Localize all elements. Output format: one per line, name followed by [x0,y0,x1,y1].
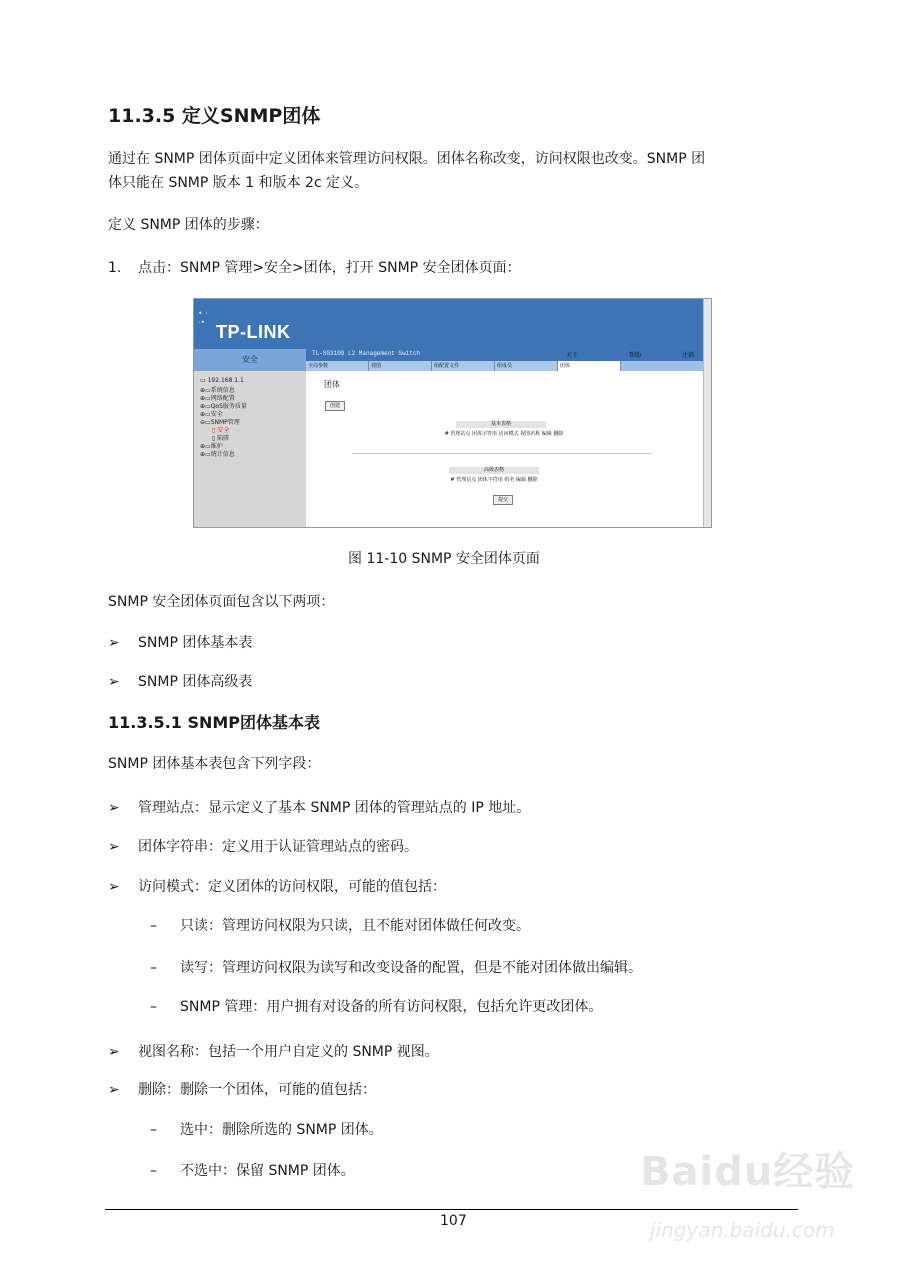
dash-mark: – [150,1122,157,1138]
dash-mark: – [150,999,157,1015]
watermark-url: jingyan.baidu.com [650,1218,835,1242]
figure-scrollbar[interactable] [703,299,712,527]
submit-button[interactable]: 提交 [493,495,513,505]
access-mode-snmp-admin [150,996,602,1016]
tree-label: 统计信息 [210,451,235,458]
step-1-text: 点击：SNMP 管理>安全>团体，打开 SNMP 安全团体页面： [138,260,521,276]
figure-screenshot [193,298,712,528]
tree-label: SNMP管理 [210,419,240,426]
intro-paragraph-line2: 体只能在 SNMP 版本 1 和版本 2c 定义。 [108,175,369,191]
tree-node-snmp-security[interactable]: ▯ 安全 [212,427,230,434]
field-delete [108,1079,376,1099]
tree-label: 陷阱 [217,435,230,442]
steps-title: 定义 SNMP 团体的步骤： [108,217,269,233]
bullet-text: 删除：删除一个团体，可能的值包括： [138,1082,376,1098]
footer-divider [105,1209,798,1210]
bullet-text: 管理站点：显示定义了基本 SNMP 团体的管理站点的 IP 地址。 [138,800,531,816]
bullet-basic-table [108,632,252,652]
help-link[interactable]: 帮助 [629,352,642,359]
delete-unchecked [150,1160,355,1180]
dash-mark: – [150,960,157,976]
subsection-heading: 11.3.5.1 SNMP团体基本表 [108,713,321,732]
step-1-number: 1. [108,260,122,276]
figure-sidebar [194,349,306,527]
tree-node-network[interactable]: ⊕▭网络配置 [200,395,235,402]
figure-window-title: TL-SG3109 L2 Management Switch [312,350,421,357]
access-mode-readwrite [150,957,642,977]
tree-label: 安全 [210,411,223,418]
step-1 [108,257,521,280]
bullet-text: 团体字符串：定义用于认证管理站点的密码。 [138,839,418,855]
tree-label: 系统信息 [210,387,235,394]
dash-mark: – [150,1163,157,1179]
field-view-name [108,1041,439,1061]
bullet-arrow-icon: ➢ [108,839,120,855]
tree-node-statistics[interactable]: ⊕▭统计信息 [200,451,235,458]
basic-table-title: 基本表格 [456,421,546,428]
figure-page-title: 团体 [324,380,340,389]
tree-label: QoS服务质量 [210,403,247,410]
advanced-table-title: 高级表格 [449,467,539,474]
logo-dots-icon: • · ·• [198,309,208,327]
advanced-table-header: # 管理站点 团体字符串 组名 编辑 删除 [450,477,538,483]
tree-label: 维护 [210,443,223,450]
tree-label: 192.168.1.1 [207,377,244,384]
bullet-advanced-table [108,671,252,691]
dash-text: 只读：管理访问权限为只读，且不能对团体做任何改变。 [180,918,530,934]
tab-group-members[interactable]: 组成员 [495,361,558,371]
bullet-arrow-icon: ➢ [108,1082,120,1098]
dash-mark: – [150,918,157,934]
tab-group-profile[interactable]: 组配置文件 [432,361,495,371]
delete-checked [150,1119,383,1139]
bullet-arrow-icon: ➢ [108,1044,120,1060]
bullet-text: 访问模式：定义团体的访问权限，可能的值包括： [138,879,446,895]
tree-node-qos[interactable]: ⊕▭QoS服务质量 [200,403,247,410]
dash-text: 读写：管理访问权限为读写和改变设备的配置，但是不能对团体做出编辑。 [180,960,642,976]
figure-divider [352,453,652,454]
tree-node-trap[interactable]: ▯ 陷阱 [212,435,230,442]
figure-caption: 图 11-10 SNMP 安全团体页面 [348,551,540,567]
bullet-arrow-icon: ➢ [108,674,120,690]
baidu-watermark: Baidu经验 [640,1149,856,1195]
dash-text: SNMP 管理：用户拥有对设备的所有访问权限，包括允许更改团体。 [180,999,603,1015]
section-heading: 11.3.5 定义SNMP团体 [108,105,321,127]
field-community-string [108,836,418,856]
bullet-text: SNMP 团体高级表 [138,674,253,690]
tree-node-system[interactable]: ⊕▭系统信息 [200,387,235,394]
tree-node-snmp[interactable]: ⊖▭SNMP管理 [200,419,240,426]
access-mode-readonly [150,915,530,935]
tree-label: 安全 [217,427,230,434]
tab-community[interactable]: 团体 [558,361,621,371]
page-number: 107 [440,1213,467,1229]
bullet-arrow-icon: ➢ [108,800,120,816]
tp-link-logo: TP-LINK [216,322,291,342]
figure-sidebar-title: 安全 [194,349,306,371]
bullet-arrow-icon: ➢ [108,635,120,651]
bullet-text: 视图名称：包括一个用户自定义的 SNMP 视图。 [138,1044,439,1060]
about-link[interactable]: 关于 [566,352,579,359]
basic-table-header: # 管理站点 团体字符串 访问模式 视图名称 编辑 删除 [444,431,564,437]
bullet-text: SNMP 团体基本表 [138,635,253,651]
tree-label: 网络配置 [210,395,235,402]
tab-global-params[interactable]: 全局参数 [306,361,369,371]
tree-node-ip[interactable]: ▭ 192.168.1.1 [200,377,244,384]
contains-intro: SNMP 安全团体页面包含以下两项： [108,594,335,610]
dash-text: 选中：删除所选的 SNMP 团体。 [180,1122,383,1138]
field-access-mode [108,876,446,896]
tab-views[interactable]: 视图 [369,361,432,371]
tree-node-maintenance[interactable]: ⊕▭维护 [200,443,223,450]
intro-paragraph-line1: 通过在 SNMP 团体页面中定义团体来管理访问权限。团体名称改变，访问权限也改变。SNMP 团 [108,151,706,167]
field-manage-station [108,797,530,817]
create-button[interactable]: 创建 [325,401,345,411]
dash-text: 不选中：保留 SNMP 团体。 [180,1163,355,1179]
fields-intro: SNMP 团体基本表包含下列字段： [108,756,321,772]
tree-node-security[interactable]: ⊕▭安全 [200,411,223,418]
bullet-arrow-icon: ➢ [108,879,120,895]
logout-link[interactable]: 注销 [682,352,695,359]
